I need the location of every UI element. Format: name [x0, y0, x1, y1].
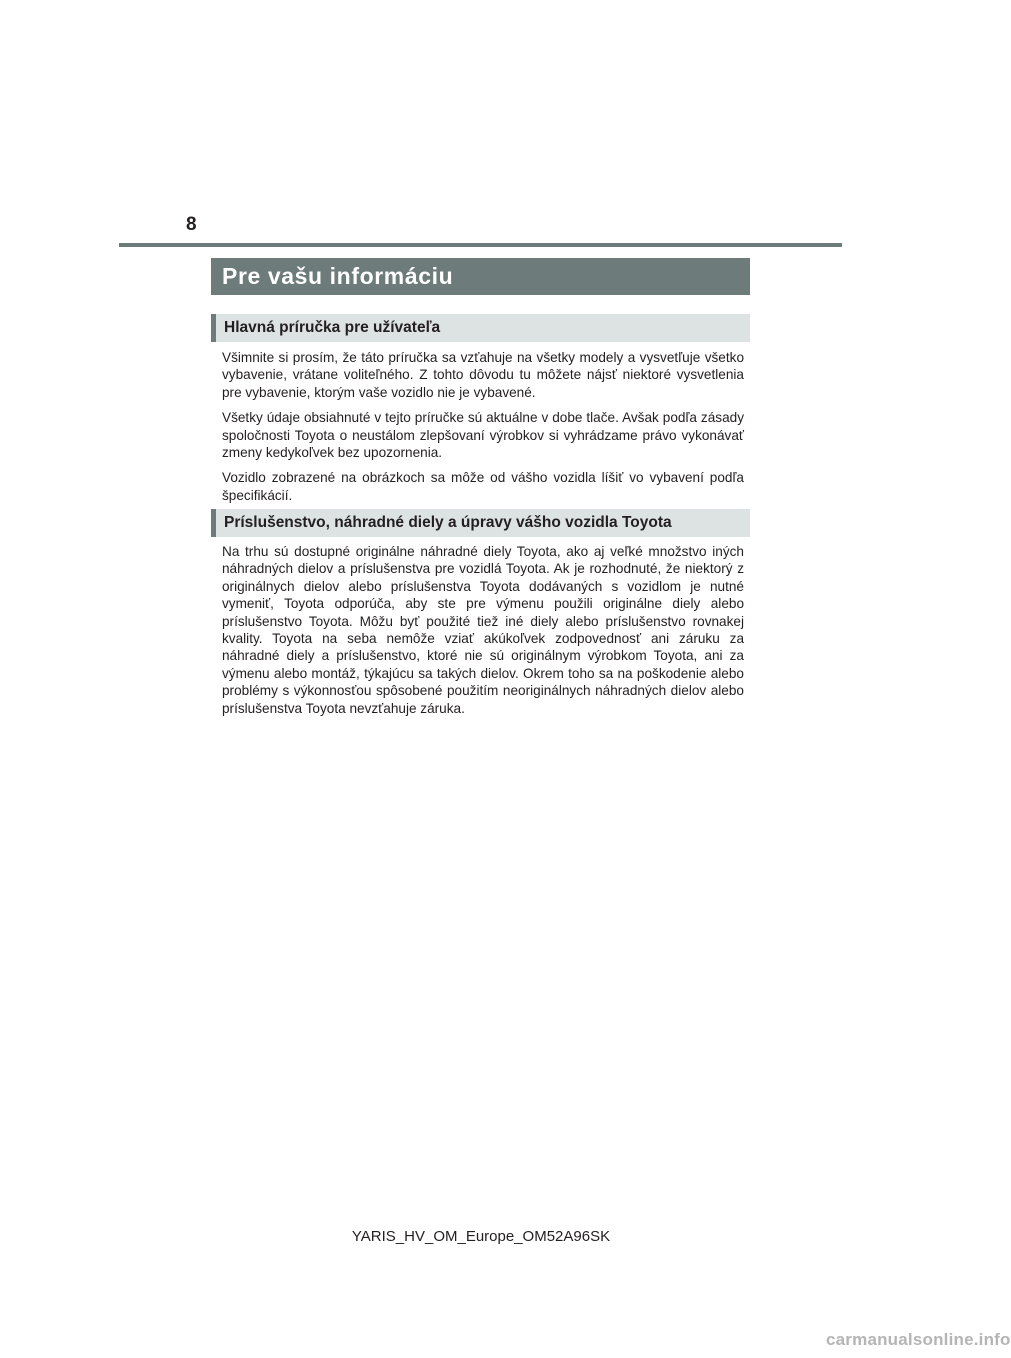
section-body-accessories — [222, 543, 744, 725]
paragraph: Na trhu sú dostupné originálne náhradné diely Toyota, ako aj veľké množstvo iných náhradných dielov a príslušenstva pre vozidlá Toyota. Ak je rozhodnuté, že niektorý z originálnych dielov alebo príslušenstva Toyota dodávaných s vozidlom je nutné vymeniť, Toyota odporúča, aby ste pre výmenu použili originálne diely alebo príslušenstvo Toyota. Môžu byť použité tiež iné diely alebo príslušenstvo rovnakej kvality. Toyota na seba nemôže vziať akúkoľvek zodpovednosť ani záruku za náhradné diely a príslušenstvo, ktoré nie sú originálnym výrobkom Toyota, ani za výmenu alebo montáž, týkajúcu sa takých dielov. Okrem toho sa na poškodenie alebo problémy s výkonnosťou spôsobené použitím neoriginálnych náhradných dielov alebo príslušenstva Toyota nevzťahuje záruka. — [222, 544, 744, 716]
paragraph: Všimnite si prosím, že táto príručka sa vzťahuje na všetky modely a vysvetľuje všetko vybavenie, vrátane voliteľného. Z tohto dôvodu tu môžete nájsť niektoré vysvetlenia pre vybavenie, ktorým vaše vozidlo nie je vybavené. — [222, 350, 744, 400]
paragraph: Všetky údaje obsiahnuté v tejto príručke sú aktuálne v dobe tlače. Avšak podľa zásady spoločnosti Toyota o neustálom zlepšovaní výrobkov si vyhrádzame právo vykonávať zmeny kedykoľvek bez upozornenia. — [222, 410, 744, 461]
footer-document-code: YARIS_HV_OM_Europe_OM52A96SK — [351, 1228, 611, 1245]
top-divider — [119, 243, 842, 247]
section-heading-accessories: Príslušenstvo, náhradné diely a úpravy vášho vozidla Toyota — [211, 509, 750, 537]
watermark: carmanualsonline.info — [826, 1330, 1011, 1349]
section-heading-user-manual: Hlavná príručka pre užívateľa — [211, 314, 750, 342]
page-number: 8 — [186, 214, 198, 235]
paragraph: Vozidlo zobrazené na obrázkoch sa môže od vášho vozidla líšiť vo vybavení podľa špecifikácií. — [222, 470, 744, 503]
section-body-user-manual — [222, 349, 744, 512]
chapter-title: Pre vašu informáciu — [211, 258, 750, 295]
